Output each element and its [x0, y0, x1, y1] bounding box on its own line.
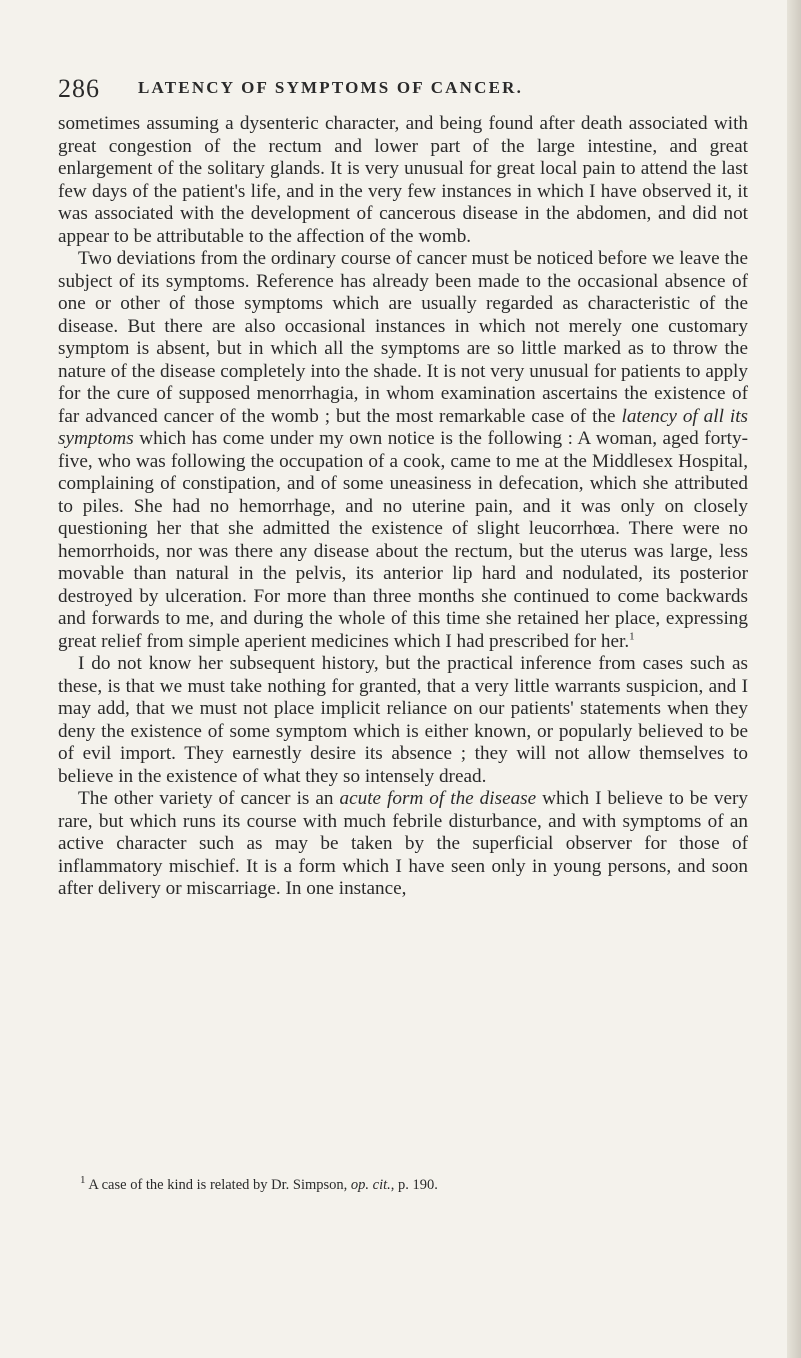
running-title: LATENCY OF SYMPTOMS OF CANCER. — [138, 78, 524, 97]
footnote-text-after: , p. 190. — [390, 1177, 438, 1193]
footnote-reference: 1 — [629, 630, 635, 643]
text-segment: which has come under my own notice is the following : A woman, aged forty-five, who was following the occupation of a cook, came to me at the Middlesex Hospital, complaining of constipation, and of some uneasiness in defecation, which she attributed to piles. She had no hemorrhage, and no uterine pain, and it was only on closely questioning her that she admitted the existence of slight leucorrhœa. There were no hemorrhoids, nor was there any disease about the rectum, but the uterus was large, less movable than natural in the pelvis, its anterior lip hard and nodulated, its posterior destroyed by ulceration. For more than three months she continued to come backwards and forwards to me, and during the whole of this time she retained her place, expressing great relief from simple aperient medicines which I had prescribed for her. — [58, 428, 748, 652]
footnote-marker: 1 — [80, 1174, 86, 1187]
footnote-citation: op. cit. — [350, 1177, 391, 1193]
page-edge — [787, 0, 801, 1358]
footnote-text-before: A case of the kind is related by Dr. Simpson, — [85, 1177, 351, 1193]
paragraph — [58, 653, 748, 788]
text-segment: The other variety of cancer is an — [78, 788, 340, 809]
text-segment: I do not know her subsequent history, but the practical inference from cases such as these, is that we must take nothing for granted, that a very little warrants suspicion, and I may add, that we must not place implicit reliance on our patients' statements when they deny the existence of some symptom which is either known, or popularly believed to be of evil import. They earnestly desire its absence ; they will not allow themselves to believe in the existence of what they so intensely dread. — [58, 653, 748, 787]
text-segment: sometimes assuming a dysenteric character, and being found after death associated with great congestion of the rectum and lower part of the large intestine, and great enlargement of the solitary glands. It is very unusual for great local pain to attend the last few days of the patient's life, and in the very few instances in which I have observed it, it was associated with the development of cancerous disease in the abdomen, and did not appear to be attributable to the affection of the womb. — [58, 113, 748, 247]
page-header — [58, 74, 748, 110]
paragraph — [58, 248, 748, 653]
text-segment: Two deviations from the ordinary course of cancer must be noticed before we leave the subject of its symptoms. Reference has already been made to the occasional absence of one or other of those symptoms which are usually regarded as characteristic of the disease. But there are also occasional instances in which not merely one customary symptom is absent, but in which all the symptoms are so little marked as to throw the nature of the disease completely into the shade. It is not very unusual for patients to apply for the cure of supposed menorrhagia, in whom examination ascertains the existence of far advanced cancer of the womb ; but the most remarkable case of the — [58, 248, 748, 427]
text-segment: latency of all its symptoms — [58, 405, 748, 449]
paragraph — [58, 113, 748, 248]
footnote — [80, 1176, 748, 1194]
paragraph — [58, 788, 748, 901]
text-segment: which I believe to be very rare, but which runs its course with much febrile disturbance, and with symptoms of an active character such as may be taken by the superficial observer for those of inflammatory mischief. It is a form which I have seen only in young persons, and soon after delivery or miscarriage. In one instance, — [58, 788, 749, 899]
page-number: 286 — [58, 74, 100, 103]
body-text — [58, 113, 748, 901]
text-segment: acute form of the disease — [339, 788, 537, 809]
